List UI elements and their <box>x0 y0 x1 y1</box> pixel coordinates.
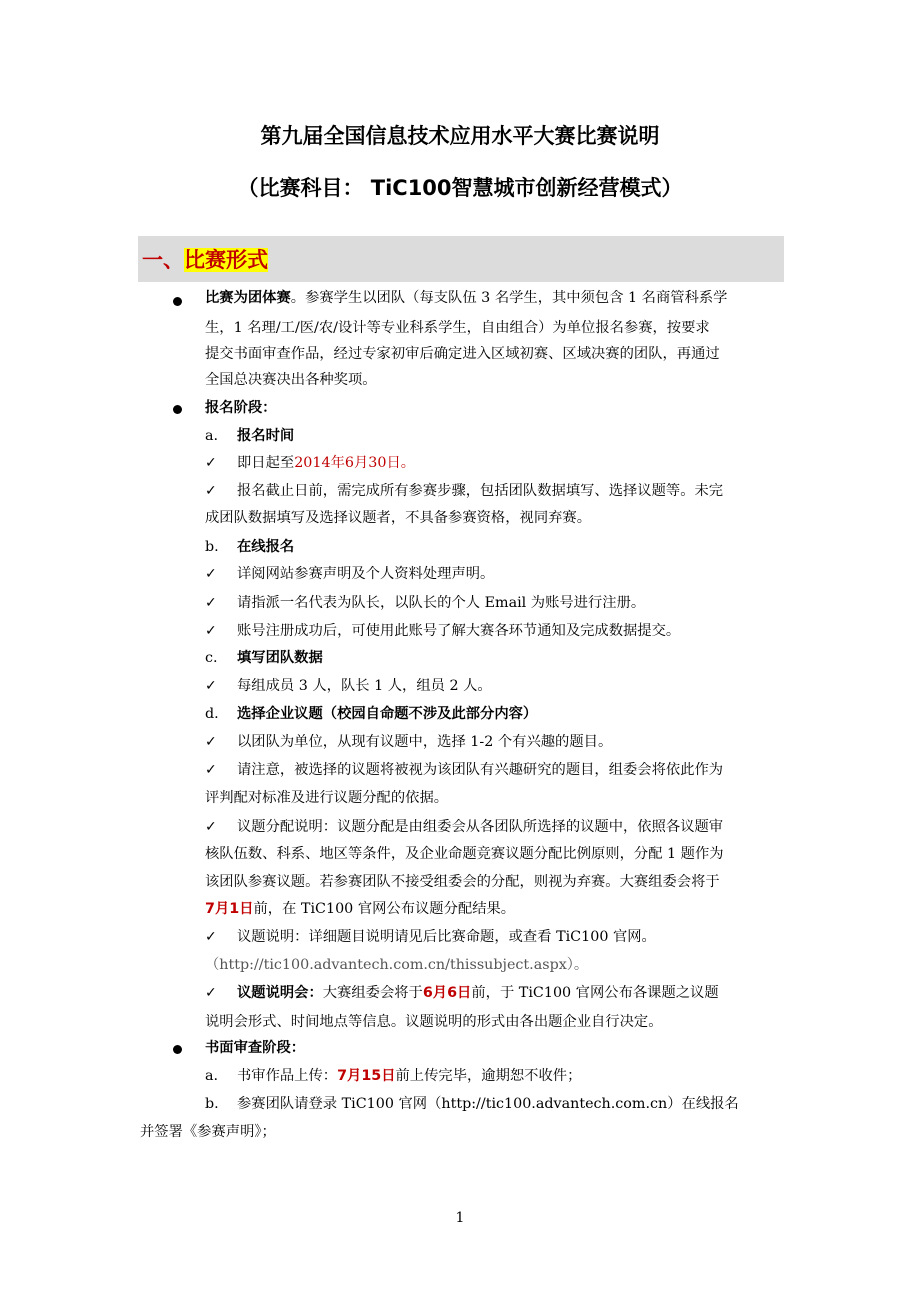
list-marker: a. <box>205 428 219 444</box>
page-number: 1 <box>455 1210 465 1226</box>
document-subtitle: （比赛科目： TiC100智慧城市创新经营模式） <box>237 176 683 200</box>
check-icon: ✓ <box>205 985 217 1001</box>
bullet-label: 书面审查阶段： <box>205 1040 306 1056</box>
url-text: （http://tic100.advantech.com.cn/thissubject.aspx）。 <box>205 957 589 973</box>
list-marker: d. <box>205 706 219 722</box>
list-item: 每组成员 3 人，队长 1 人，组员 2 人。 <box>237 678 492 694</box>
list-item: 即日起至2014年6月30日。 <box>237 455 416 471</box>
subsection-title: 在线报名 <box>237 539 295 555</box>
list-item-cont: 评判配对标准及进行议题分配的依据。 <box>205 790 449 806</box>
list-item: 议题分配说明：议题分配是由组委会从各团队所选择的议题中，依照各议题审 <box>237 819 724 835</box>
deadline-date: 6月6日 <box>422 985 472 1001</box>
paragraph-line: 全国总决赛决出各种奖项。 <box>205 372 377 388</box>
paragraph-line: 生，1 名理/工/医/农/设计等专业科系学生，自由组合）为单位报名参赛，按要求 <box>205 320 710 336</box>
list-marker: a. <box>205 1068 219 1084</box>
bold-lead: 比赛为团体赛 <box>205 290 291 306</box>
list-item-cont: 成团队数据填写及选择议题者，不具备参赛资格，视同弃赛。 <box>205 510 592 526</box>
subsection-title: 选择企业议题（校园自命题不涉及此部分内容） <box>237 706 538 722</box>
list-item: 参赛团队请登录 TiC100 官网（http://tic100.advantech.com.cn）在线报名 <box>237 1096 739 1112</box>
check-icon: ✓ <box>205 678 217 694</box>
list-item: 议题说明会：大赛组委会将于6月6日前，于 TiC100 官网公布各课题之议题 <box>237 985 719 1001</box>
list-item: 书审作品上传：7月15日前上传完毕，逾期恕不收件； <box>237 1068 582 1084</box>
paragraph-line: 比赛为团体赛。参赛学生以团队（每支队伍 3 名学生，其中须包含 1 名商管科系学 <box>205 290 728 306</box>
paragraph-line: 提交书面审查作品，经过专家初审后确定进入区域初赛、区域决赛的团队，再通过 <box>205 346 720 362</box>
list-item-cont: 7月1日前，在 TiC100 官网公布议题分配结果。 <box>205 901 516 917</box>
subsection-title: 报名时间 <box>237 428 295 444</box>
list-marker: b. <box>205 1096 219 1112</box>
check-icon: ✓ <box>205 483 217 499</box>
list-marker: b. <box>205 539 219 555</box>
check-icon: ✓ <box>205 566 217 582</box>
list-item: 请指派一名代表为队长，以队长的个人 Email 为账号进行注册。 <box>237 595 646 611</box>
check-icon: ✓ <box>205 734 217 750</box>
section-name: 比赛形式 <box>184 248 268 272</box>
section-number: 一、 <box>142 248 184 272</box>
bullet-icon <box>173 405 182 414</box>
deadline-date: 7月15日 <box>337 1068 396 1084</box>
list-item: 账号注册成功后，可使用此账号了解大赛各环节通知及完成数据提交。 <box>237 623 681 639</box>
deadline-date: 2014年6月30日。 <box>294 455 416 471</box>
bullet-label: 报名阶段： <box>205 400 277 416</box>
document-title: 第九届全国信息技术应用水平大赛比赛说明 <box>260 124 660 148</box>
check-icon: ✓ <box>205 455 217 471</box>
list-item-cont: 该团队参赛议题。若参赛团队不接受组委会的分配，则视为弃赛。大赛组委会将于 <box>205 874 720 890</box>
check-icon: ✓ <box>205 929 217 945</box>
list-item: 议题说明：详细题目说明请见后比赛命题，或查看 TiC100 官网。 <box>237 929 656 945</box>
bullet-icon <box>173 1045 182 1054</box>
check-icon: ✓ <box>205 819 217 835</box>
deadline-date: 7月1日 <box>205 901 254 917</box>
list-item-cont: 说明会形式、时间地点等信息。议题说明的形式由各出题企业自行决定。 <box>205 1014 663 1030</box>
check-icon: ✓ <box>205 595 217 611</box>
list-item: 报名截止日前，需完成所有参赛步骤，包括团队数据填写、选择议题等。未完 <box>237 483 724 499</box>
section-heading <box>142 244 268 274</box>
list-item: 详阅网站参赛声明及个人资料处理声明。 <box>237 566 495 582</box>
list-item: 以团队为单位，从现有议题中，选择 1-2 个有兴趣的题目。 <box>237 734 613 750</box>
list-item: 请注意，被选择的议题将被视为该团队有兴趣研究的题目，组委会将依此作为 <box>237 762 724 778</box>
list-item-cont: 并签署《参赛声明》； <box>140 1124 276 1140</box>
list-marker: c. <box>205 650 218 666</box>
check-icon: ✓ <box>205 762 217 778</box>
check-icon: ✓ <box>205 623 217 639</box>
subsection-title: 填写团队数据 <box>237 650 323 666</box>
bullet-icon <box>173 297 182 306</box>
list-item-cont: 核队伍数、科系、地区等条件，及企业命题竞赛议题分配比例原则，分配 1 题作为 <box>205 846 724 862</box>
